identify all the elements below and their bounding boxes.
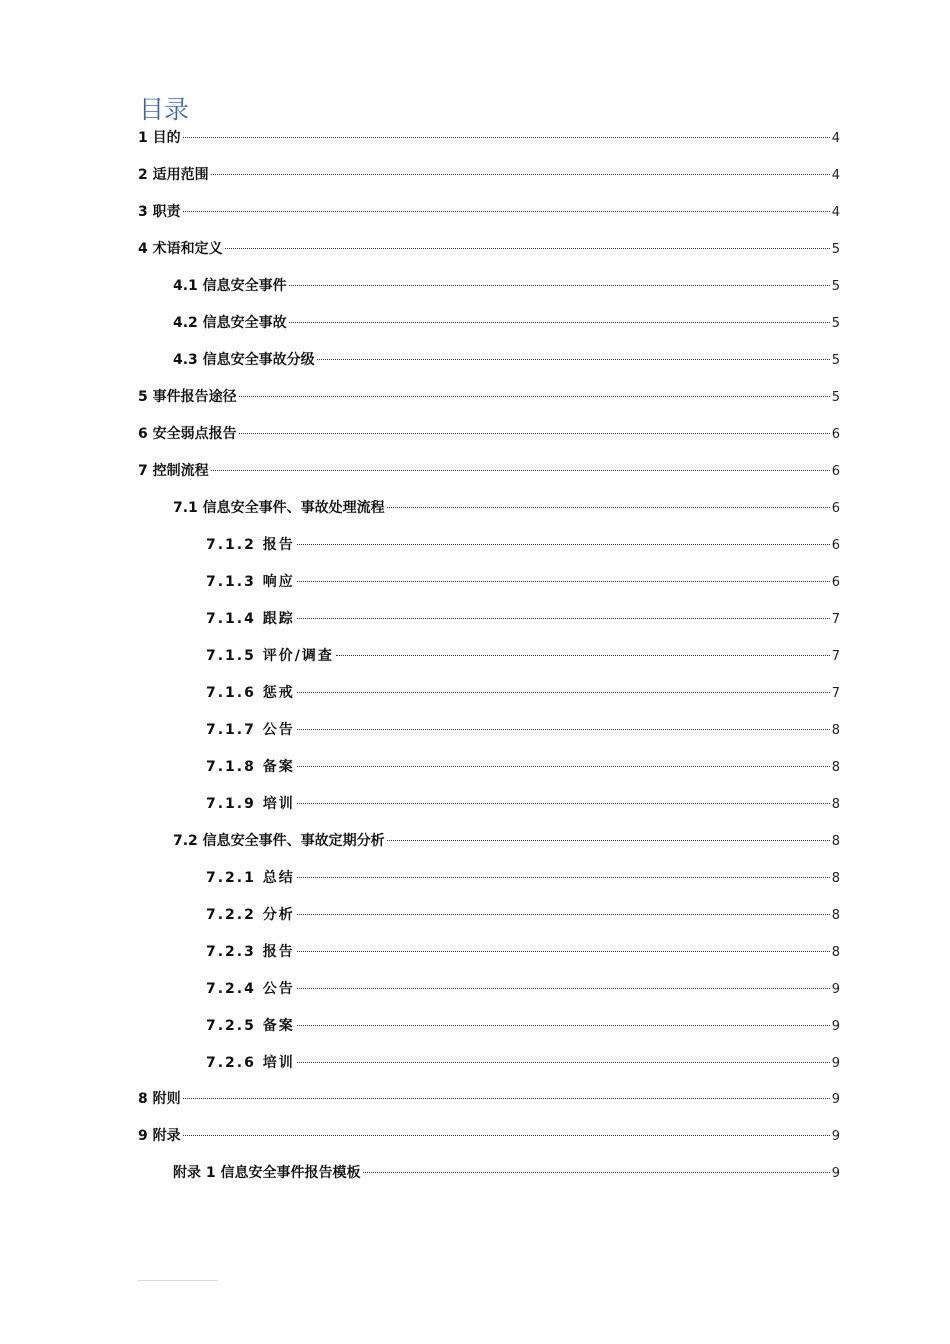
toc-entry[interactable] [0, 1087, 950, 1111]
toc-entry-row [138, 163, 840, 187]
toc-entry-page-number: 5 [831, 315, 840, 331]
toc-dot-leader [239, 396, 830, 397]
toc-entry-row [206, 718, 840, 742]
toc-entry-label: 2 适用范围 [138, 166, 209, 183]
toc-entry-row [138, 422, 840, 446]
toc-entry-row [138, 1087, 840, 1111]
toc-entry[interactable] [0, 496, 950, 520]
toc-entry[interactable] [0, 348, 950, 372]
toc-entry-label: 7.2.5 备案 [206, 1017, 295, 1034]
toc-entry-label: 4.2 信息安全事故 [173, 314, 287, 331]
toc-entry-label: 7.1.2 报告 [206, 536, 295, 553]
toc-entry-page-number: 5 [831, 389, 840, 405]
toc-dot-leader [317, 359, 830, 360]
toc-entry-label: 7.1 信息安全事件、事故处理流程 [173, 499, 385, 516]
toc-entry-page-number: 8 [831, 722, 840, 738]
toc-entry-page-number: 9 [831, 1018, 840, 1034]
toc-entry-label: 7.1.4 跟踪 [206, 610, 295, 627]
toc-entry[interactable] [0, 718, 950, 742]
toc-entry-label: 5 事件报告途径 [138, 388, 237, 405]
toc-entry-row [206, 940, 840, 964]
toc-dot-leader [297, 803, 830, 804]
toc-entry[interactable] [0, 903, 950, 927]
toc-entry-row [173, 274, 840, 298]
toc-entry[interactable] [0, 274, 950, 298]
toc-entry[interactable] [0, 311, 950, 335]
toc-entry-label: 7.1.7 公告 [206, 721, 295, 738]
toc-entry[interactable] [0, 681, 950, 705]
toc-entry-row [206, 792, 840, 816]
toc-dot-leader [297, 1025, 830, 1026]
toc-entry[interactable] [0, 829, 950, 853]
toc-dot-leader [297, 544, 830, 545]
toc-entry-row [138, 126, 840, 150]
toc-entry-page-number: 9 [831, 981, 840, 997]
toc-entry-label: 7.2.1 总结 [206, 869, 295, 886]
toc-entry-row [173, 348, 840, 372]
toc-entry-label: 附录 1 信息安全事件报告模板 [173, 1165, 361, 1182]
toc-entry[interactable] [0, 940, 950, 964]
toc-entry-row [206, 977, 840, 1001]
toc-dot-leader [297, 618, 830, 619]
toc-entry-row [138, 1124, 840, 1148]
toc-entry-row [206, 1014, 840, 1038]
toc-entry[interactable] [0, 755, 950, 779]
toc-dot-leader [297, 914, 830, 915]
toc-entry-page-number: 4 [831, 204, 840, 220]
toc-dot-leader [363, 1172, 830, 1173]
toc-entry-page-number: 5 [831, 352, 840, 368]
toc-dot-leader [297, 766, 830, 767]
toc-dot-leader [183, 1098, 830, 1099]
toc-entry-row [206, 533, 840, 557]
toc-entry-label: 7.1.5 评价/调查 [206, 647, 334, 664]
toc-entry-label: 7.2.3 报告 [206, 943, 295, 960]
toc-entry-page-number: 6 [831, 500, 840, 516]
toc-entry-page-number: 6 [831, 537, 840, 553]
toc-dot-leader [387, 840, 830, 841]
toc-entry[interactable] [0, 237, 950, 261]
toc-entry-row [138, 459, 840, 483]
toc-dot-leader [297, 951, 830, 952]
toc-entry-row [173, 829, 840, 853]
toc-dot-leader [211, 174, 830, 175]
toc-entry[interactable] [0, 422, 950, 446]
toc-entry[interactable] [0, 126, 950, 150]
toc-entry-label: 7.2.2 分析 [206, 906, 295, 923]
toc-dot-leader [297, 729, 830, 730]
toc-dot-leader [297, 581, 830, 582]
toc-entry-page-number: 7 [831, 685, 840, 701]
toc-dot-leader [297, 692, 830, 693]
toc-entry[interactable] [0, 1051, 950, 1075]
toc-entry[interactable] [0, 163, 950, 187]
toc-dot-leader [239, 433, 830, 434]
toc-entry-label: 7.2 信息安全事件、事故定期分析 [173, 832, 385, 849]
toc-entry-page-number: 8 [831, 944, 840, 960]
toc-entry-label: 7.1.6 惩戒 [206, 684, 295, 701]
toc-dot-leader [289, 322, 830, 323]
toc-entry-row [206, 570, 840, 594]
toc-entry-row [206, 903, 840, 927]
toc-dot-leader [211, 470, 830, 471]
toc-entry-row [138, 385, 840, 409]
toc-entry-label: 9 附录 [138, 1128, 181, 1145]
toc-entry-page-number: 7 [831, 611, 840, 627]
toc-dot-leader [297, 1062, 830, 1063]
toc-entry[interactable] [0, 200, 950, 224]
toc-title: 目录 [139, 95, 190, 124]
toc-entry-label: 7.1.3 响应 [206, 573, 295, 590]
toc-entry-label: 7.1.9 培训 [206, 795, 295, 812]
toc-entry-page-number: 8 [831, 759, 840, 775]
toc-entry-row [206, 1051, 840, 1075]
toc-entry-page-number: 5 [831, 241, 840, 257]
toc-entry[interactable] [0, 1161, 950, 1185]
toc-entry-row [173, 496, 840, 520]
toc-entry-label: 4 术语和定义 [138, 240, 223, 257]
toc-entry[interactable] [0, 644, 950, 668]
toc-entry-row [206, 607, 840, 631]
toc-entry-row [173, 1161, 840, 1185]
toc-entry-page-number: 6 [831, 463, 840, 479]
toc-dot-leader [183, 137, 830, 138]
toc-dot-leader [289, 285, 830, 286]
toc-entry-row [138, 200, 840, 224]
toc-entry-page-number: 8 [831, 833, 840, 849]
toc-entry-label: 4.1 信息安全事件 [173, 277, 287, 294]
toc-entry-page-number: 8 [831, 796, 840, 812]
toc-dot-leader [387, 507, 830, 508]
toc-entry-page-number: 9 [831, 1055, 840, 1071]
toc-entry[interactable] [0, 866, 950, 890]
toc-entry[interactable] [0, 792, 950, 816]
toc-dot-leader [297, 988, 830, 989]
toc-entry-page-number: 5 [831, 278, 840, 294]
toc-entry-label: 7.1.8 备案 [206, 758, 295, 775]
toc-entry-label: 7.2.4 公告 [206, 980, 295, 997]
toc-entry-row [138, 237, 840, 261]
toc-dot-leader [297, 877, 830, 878]
toc-entry-row [206, 866, 840, 890]
toc-entry-page-number: 6 [831, 574, 840, 590]
toc-entry-row [206, 681, 840, 705]
toc-entry[interactable] [0, 570, 950, 594]
toc-dot-leader [225, 248, 830, 249]
toc-entry-label: 1 目的 [138, 130, 181, 146]
footnote-separator [138, 1280, 218, 1281]
toc-entry-row [206, 755, 840, 779]
toc-entry[interactable] [0, 977, 950, 1001]
toc-entry-label: 8 附则 [138, 1091, 181, 1108]
toc-entry[interactable] [0, 533, 950, 557]
toc-entry-page-number: 8 [831, 870, 840, 886]
toc-entry-page-number: 7 [831, 648, 840, 664]
toc-dot-leader [183, 1135, 830, 1136]
toc-entry-row [206, 644, 840, 668]
toc-entry-row [173, 311, 840, 335]
toc-entry-page-number: 4 [831, 131, 840, 146]
toc-entry[interactable] [0, 607, 950, 631]
toc-entry-label: 7.2.6 培训 [206, 1054, 295, 1071]
toc-entry[interactable] [0, 1124, 950, 1148]
toc-entry-page-number: 6 [831, 426, 840, 442]
toc-entry-page-number: 9 [831, 1166, 840, 1182]
toc-entry[interactable] [0, 459, 950, 483]
toc-entry-label: 7 控制流程 [138, 462, 209, 479]
toc-entry-label: 6 安全弱点报告 [138, 425, 237, 442]
toc-entry-label: 3 职责 [138, 203, 181, 220]
toc-dot-leader [183, 211, 830, 212]
toc-entry[interactable] [0, 1014, 950, 1038]
toc-entry[interactable] [0, 385, 950, 409]
toc-entry-page-number: 4 [831, 167, 840, 183]
toc-dot-leader [336, 655, 830, 656]
toc-entry-page-number: 8 [831, 907, 840, 923]
toc-entry-page-number: 9 [831, 1129, 840, 1145]
toc-entry-label: 4.3 信息安全事故分级 [173, 351, 315, 368]
toc-entry-page-number: 9 [831, 1092, 840, 1108]
